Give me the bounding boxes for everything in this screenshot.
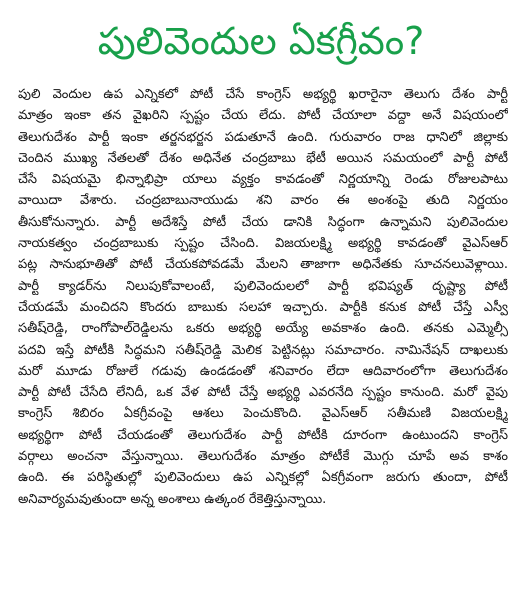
article-line: అనివార్యమవుతుందా అన్న అంశాలు ఉత్కంఠ రేకెత్తిస్తున్నాయి. [18,491,327,507]
article-line: పట్ల సానుభూతితో పోటీ చేయకపోవడమే మేలని తాజాగా అధినేతకు సూచనలువెళ్లాయి. [18,257,508,273]
article-line: వర్గాలు అంచనా వేస్తున్నాయి. తెలుగుదేశం మాత్రం పోటీకే మొగ్గు చూపే అవ కాశం [18,449,508,465]
article-line: పార్టీ క్యాడర్‌ను నిలుపుకోవాలంటే, పులివెందులలో పార్టీ భవిష్యత్ దృష్ట్యా పోటీ [18,278,508,294]
article-line: మరో మూడు రోజులే గడువు ఉండడంతో శనివారం లేదా ఆదివారంలోగా తెలుగుదేశం [18,363,508,379]
headline: పులివెందుల ఏకగ్రీవం? [97,19,425,63]
article-line: కాంగ్రెస్ శిబిరం ఏకగ్రీవంపై ఆశలు పెంచుకొంది. వైఎస్ఆర్ సతీమణి విజయలక్ష్మి [18,406,508,422]
article-line: పదవి ఇస్తే పోటీకి సిద్ధమని సతీష్‌రెడ్డి మెలిక పెట్టినట్లు సమాచారం. నామినేషన్ దాఖలుకు [18,342,508,358]
article-line: చెందిన ముఖ్య నేతలతో దేశం అధినేత చంద్రబాబు భేటీ అయిన సమయంలో పార్టీ పోటీ [18,150,508,166]
article-line: తీసుకోనున్నారు. పార్టీ అదేశిస్తే పోటీ చేయ డానికి సిద్ధంగా ఉన్నామని పులివెందుల [18,214,508,230]
article-line: చేసే విషయమై భిన్నాభిప్రా యాలు వ్యక్తం కావడంతో నిర్ణయాన్ని రెండు రోజులపాటు [18,172,508,188]
article-body [18,84,508,510]
article-line: మాత్రం ఇంకా తన వైఖరిని స్పష్టం చేయ లేదు. పోటీ చేయాలా వద్దా అనే విషయంలో [18,108,508,124]
article-line: అభ్యర్థిగా పోటీ చేయడంతో తెలుగుదేశం పార్టీ పోటీకి దూరంగా ఉంటుందని కాంగ్రెస్ [18,427,508,443]
article-line: తెలుగుదేశం పార్టీ ఇంకా తర్జనభర్జన పడుతూనే ఉంది. గురువారం రాజ ధానిలో జిల్లాకు [18,129,508,145]
article-line: ఉంది. ఈ పరిస్థితుల్లో పులివెందులు ఉప ఎన్నికల్లో ఏకగ్రీవంగా జరుగు తుందా, పోటీ [18,470,508,486]
article-line: చేయడమే మంచిదని కొందరు బాబుకు సలహా ఇచ్చారు. పార్టీకి కనుక పోటీ చేస్తే ఎస్వీ [18,299,508,315]
article-line: సతీష్‌రెడ్డి, రాంగోపాల్‌రెడ్డిలను ఒకరు అభ్యర్థి అయ్యే అవకాశం ఉంది. తనకు ఎమ్మెల్సీ [18,321,508,337]
article-line: వాయిదా వేశారు. చంద్రబాబునాయుడు శని వారం ఈ అంశంపై తుది నిర్ణయం [18,193,508,209]
article-line: పార్టీ పోటీ చేసేది లేనిదీ, ఒక వేళ పోటీ చేస్తే అభ్యర్థి ఎవరనేది స్పష్టం కానుంది. మరో వైపు [18,385,508,401]
article-line: నాయకత్వం చంద్రబాబుకు స్పష్టం చేసింది. విజయలక్ష్మి అభ్యర్థి కావడంతో వైఎస్ఆర్ [18,236,508,252]
article-line: పులి వెందుల ఉప ఎన్నికలో పోటీ చేసే కాంగ్రెస్ అభ్యర్థి ఖరారైనా తెలుగు దేశం పార్టీ [18,87,508,102]
